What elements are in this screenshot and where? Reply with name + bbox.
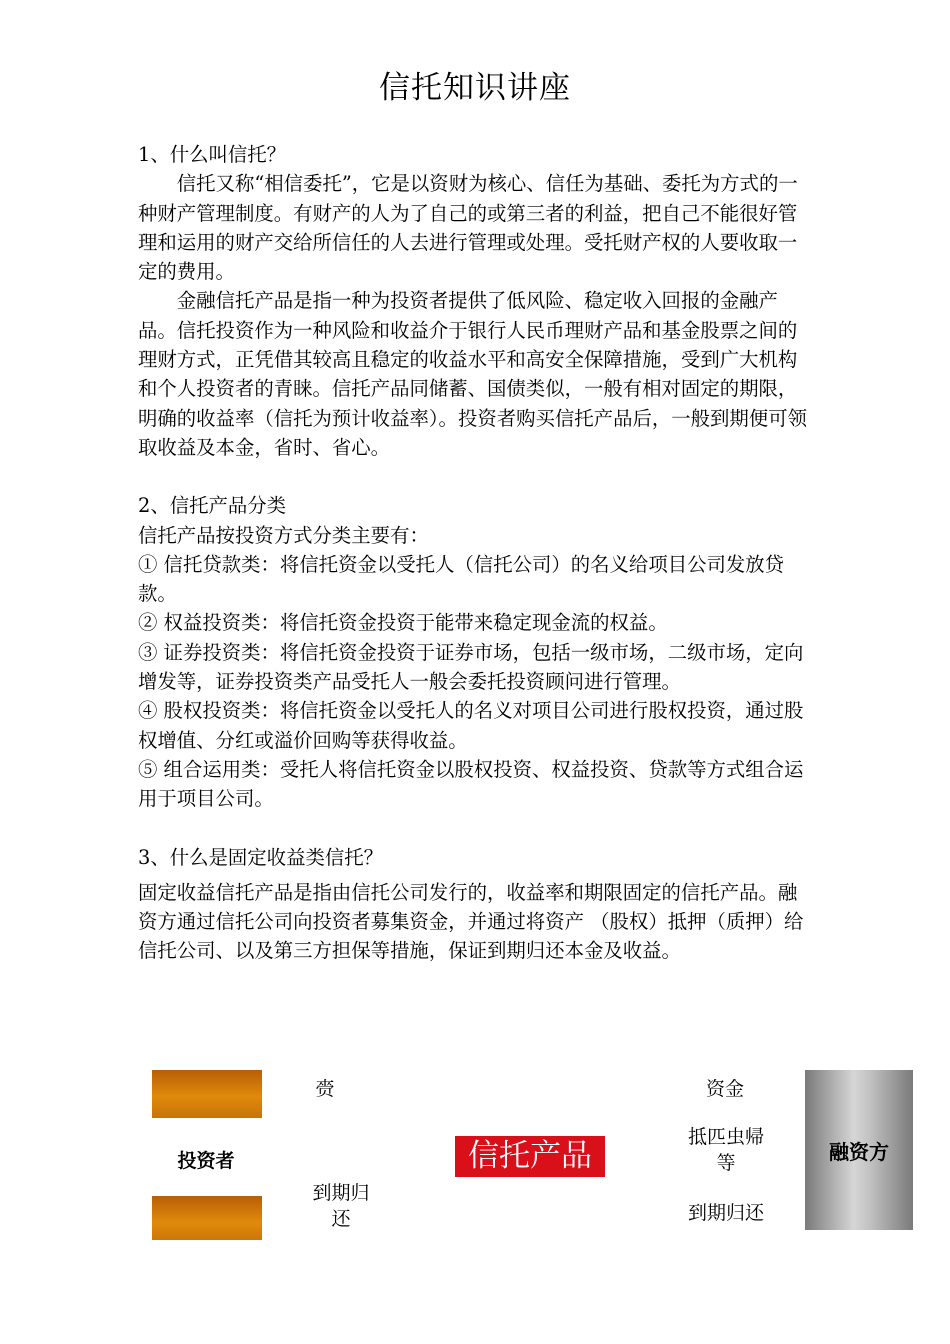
trust-flow-diagram: [0, 1060, 950, 1240]
list-item: ② 权益投资类：将信托资金投资于能带来稳定现金流的权益。: [138, 611, 668, 635]
section-1-paragraph-1: 信托又称“相信委托”，它是以资财为核心、信任为基础、委托为方式的一种财产管理制度。有财产的人为了自己的或第三者的利益，把自己不能很好管理和运用的财产交给所信任的人去进行管理或处理。受托财产权的人要收取一定的费用。: [138, 172, 798, 284]
financier-box: 融资方: [805, 1070, 913, 1230]
section-2-heading: 2、信托产品分类: [138, 494, 287, 518]
document-body: [138, 140, 810, 966]
section-1-paragraph-2: 金融信托产品是指一种为投资者提供了低风险、稳定收入回报的金融产品。信托投资作为一种风险和收益介于银行人民币理财产品和基金股票之间的理财方式，正凭借其较高且稳定的收益水平和高安全保障措施，受到广大机构和个人投资者的青睐。信托产品同储蓄、国债类似，一般有相对固定的期限，明确的收益率（信托为预计收益率）。投资者购买信托产品后，一般到期便可领取收益及本金，省时、省心。: [138, 289, 807, 459]
list-item: ⑤ 组合运用类：受托人将信托资金以股权投资、权益投资、贷款等方式组合运用于项目公司。: [138, 757, 804, 811]
list-item: ④ 股权投资类：将信托资金以受托人的名义对项目公司进行股权投资，通过股权增值、分红或溢价回购等获得收益。: [138, 699, 804, 752]
right-top-label: 资金: [705, 1078, 744, 1100]
list-item: ③ 证券投资类：将信托资金投资于证券市场，包括一级市场，二级市场，定向增发等，证券投资类产品受托人一般会委托投资顾问进行管理。: [138, 640, 804, 694]
investor-bottom-box: [152, 1196, 262, 1240]
section-3-heading: 3、什么是固定收益类信托？: [138, 845, 384, 869]
right-bottom-label: 到期归还: [687, 1202, 764, 1224]
left-top-label: 赍: [315, 1078, 335, 1100]
right-middle-label: 抵匹虫帰 等: [687, 1126, 764, 1174]
section-1-heading: 1、什么叫信托？: [138, 143, 287, 166]
investor-label: 投资者: [177, 1150, 235, 1172]
investor-top-box: [152, 1070, 262, 1118]
section-2-intro: 信托产品按投资方式分类主要有：: [138, 523, 429, 547]
page-title: 信托知识讲座: [379, 70, 571, 106]
section-3-paragraph: 固定收益信托产品是指由信托公司发行的，收益率和期限固定的信托产品。融资方通过信托公司向投资者募集资金，并通过将资产 （股权）抵押（质押）给信托公司、以及第三方担保等措施，保证到期归还本金及收益。: [138, 880, 804, 963]
trust-product-box: 信托产品: [455, 1136, 605, 1177]
list-item: ① 信托贷款类：将信托资金以受托人（信托公司）的名义给项目公司发放贷款。: [138, 552, 785, 606]
left-bottom-label: 到期归 还: [312, 1182, 370, 1230]
